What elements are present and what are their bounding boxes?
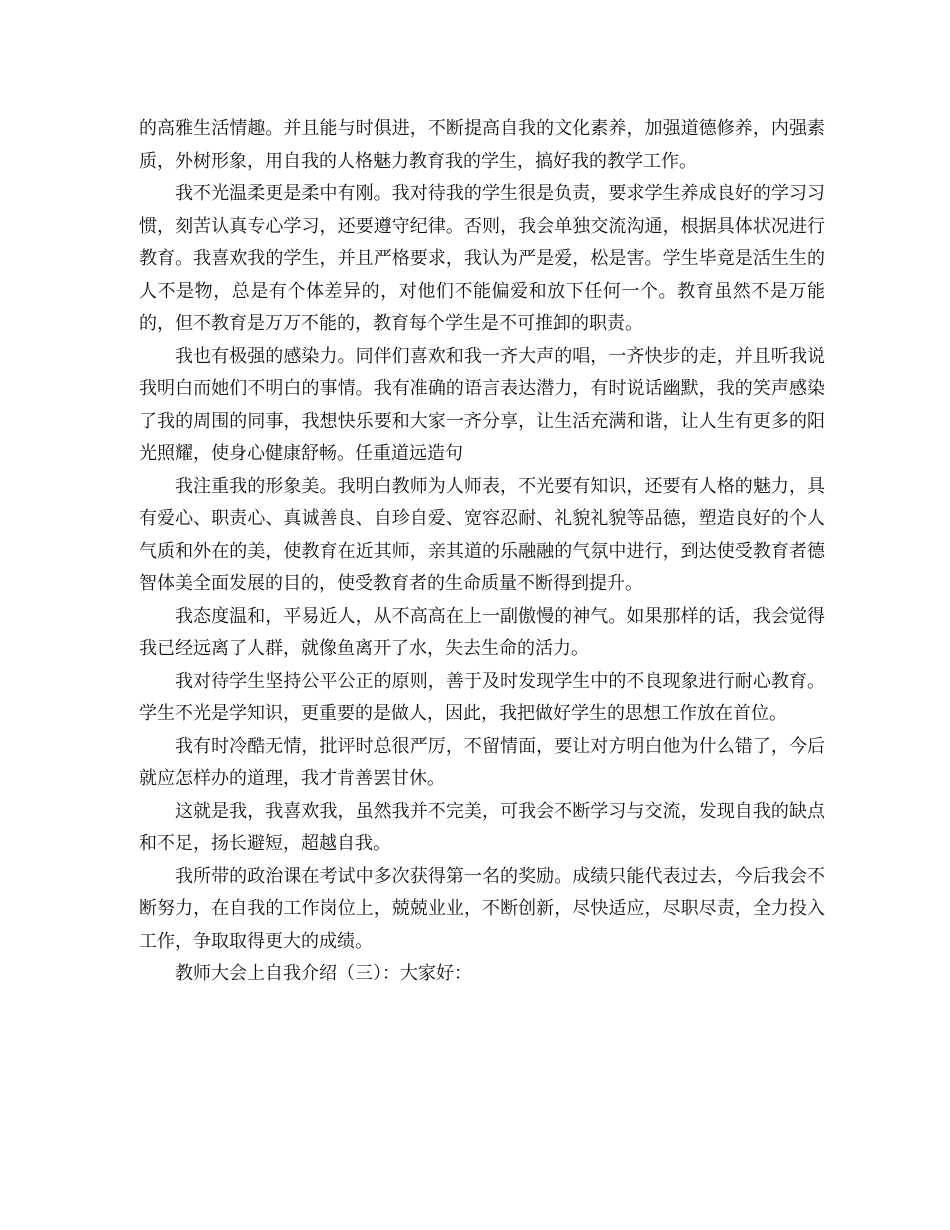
paragraph-5: 我态度温和，平易近人，从不高高在上一副傲慢的神气。如果那样的话，我会觉得我已经远离了人群，就像鱼离开了水，失去生命的活力。 [139,605,825,659]
paragraph-2: 我不光温柔更是柔中有刚。我对待我的学生很是负责，要求学生养成良好的学习习惯，刻苦认真专心学习，还要遵守纪律。否则，我会单独交流沟通，根据具体状况进行教育。我喜欢我的学生，并且严格要求，我认为严是爱，松是害。学生毕竟是活生生的人不是物，总是有个体差异的，对他们不能偏爱和放下任何一个。教育虽然不是万能的，但不教育是万万不能的，教育每个学生是不可推卸的职责。 [139,183,825,334]
paragraph-1: 的高雅生活情趣。并且能与时俱进，不断提高自我的文化素养，加强道德修养，内强素质，外树形象，用自我的人格魅力教育我的学生，搞好我的教学工作。 [139,118,825,172]
document-body [139,113,825,991]
paragraph-6: 我对待学生坚持公平公正的原则，善于及时发现学生中的不良现象进行耐心教育。学生不光是学知识，更重要的是做人，因此，我把做好学生的思想工作放在首位。 [139,670,825,724]
paragraph-3: 我也有极强的感染力。同伴们喜欢和我一齐大声的唱，一齐快步的走，并且听我说我明白而她们不明白的事情。我有准确的语言表达潜力，有时说话幽默，我的笑声感染了我的周围的同事，我想快乐要和大家一齐分享，让生活充满和谐，让人生有更多的阳光照耀，使身心健康舒畅。任重道远造句 [139,345,825,464]
paragraph-8: 这就是我，我喜欢我，虽然我并不完美，可我会不断学习与交流，发现自我的缺点和不足，扬长避短，超越自我。 [139,800,825,854]
paragraph-10: 教师大会上自我介绍（三）：大家好： [175,963,472,984]
paragraph-7: 我有时冷酷无情，批评时总很严厉，不留情面，要让对方明白他为什么错了，今后就应怎样办的道理，我才肯善罢甘休。 [139,735,825,789]
paragraph-9: 我所带的政治课在考试中多次获得第一名的奖励。成绩只能代表过去，今后我会不断努力，在自我的工作岗位上，兢兢业业，不断创新，尽快适应，尽职尽责，全力投入工作，争取取得更大的成绩。 [139,865,825,952]
paragraph-4: 我注重我的形象美。我明白教师为人师表，不光要有知识，还要有人格的魅力，具有爱心、职责心、真诚善良、自珍自爱、宽容忍耐、礼貌礼貌等品德，塑造良好的个人气质和外在的美，使教育在近其师，亲其道的乐融融的气氛中进行，到达使受教育者德智体美全面发展的目的，使受教育者的生命质量不断得到提升。 [139,475,825,594]
